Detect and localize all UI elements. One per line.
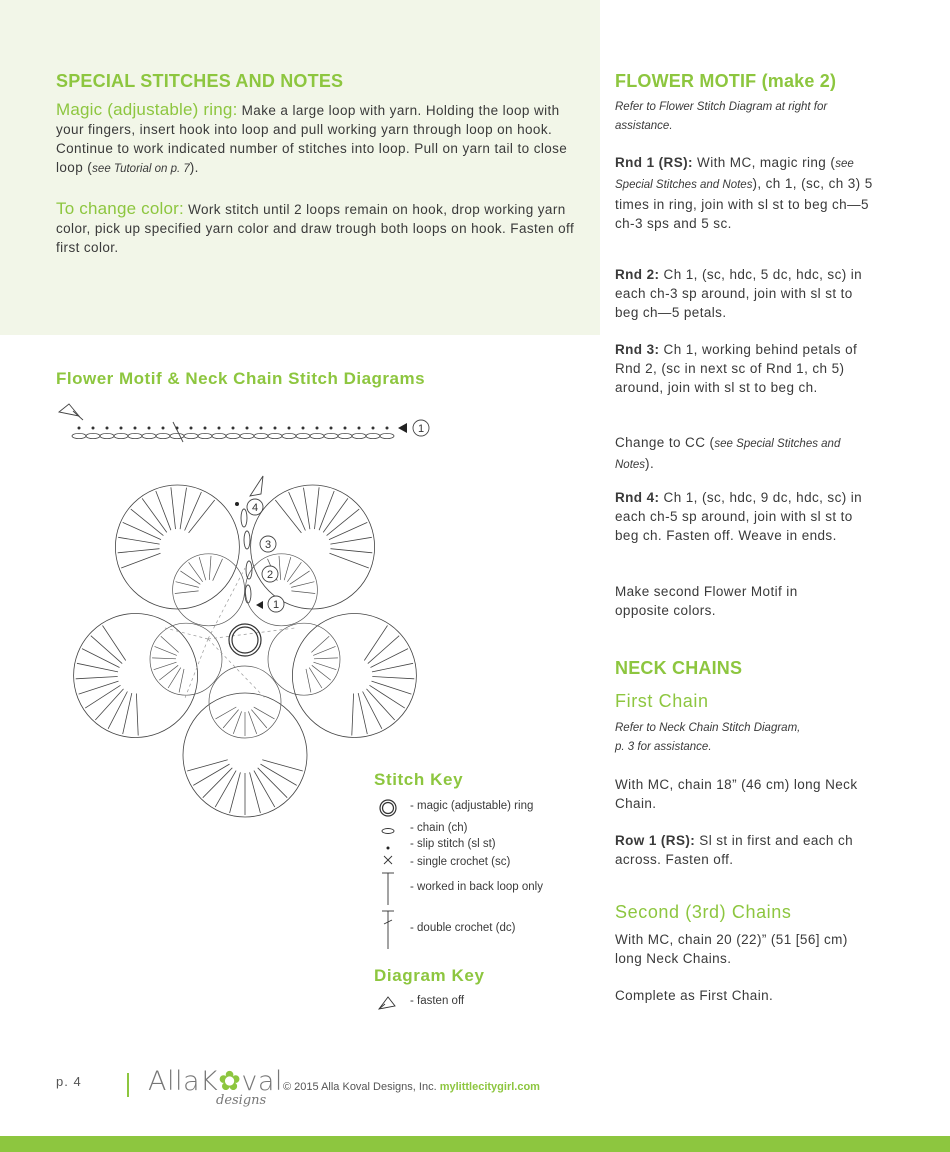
magic-ring-paragraph: Magic (adjustable) ring: Make a large loop with yarn. Holding the loop with your fingers, insert hook into loop and pull working yarn through loop on hook. Continue to work indicated number of stitches into loop. Pull on yarn tail to close loop (see Tutorial on p. 7). [56,100,568,175]
slip-stitch-key-icon [387,847,390,850]
flower-rnd3: Rnd 3: Ch 1, working behind petals of Rnd 2, (sc in next sc of Rnd 1, ch 5) around, join with sl st to beg ch. [615,342,858,395]
change-color-lead: To change color: [56,199,184,218]
magic-ring-symbol [229,624,261,656]
logo: AllaK✿val [148,1066,283,1097]
footer-url-link[interactable]: mylittlecitygirl.com [439,1081,540,1093]
stitch-key-magic-ring: - magic (adjustable) ring [410,800,534,812]
first-chain-note: Refer to Neck Chain Stitch Diagram, p. 3 for assistance. [615,722,801,753]
round-3-label: 3 [264,539,272,551]
flower-second-motif: Make second Flower Motif in opposite colors. [615,584,798,618]
double-crochet-key-icon [382,911,394,949]
diagram-key-fasten-off: - fasten off [410,995,465,1007]
magic-ring-lead: Magic (adjustable) ring: [56,100,238,119]
stitch-key-symbols [376,797,406,952]
complete-text: Complete as First Chain. [615,988,774,1003]
second-chains-text: With MC, chain 20 (22)” (51 [56] cm) long Neck Chains. [615,932,848,966]
stitch-key-slip-stitch: - slip stitch (sl st) [410,838,496,850]
chain-key-icon [382,829,394,834]
flower-motif-heading: FLOWER MOTIF (make 2) [615,71,837,91]
flower-note: Refer to Flower Stitch Diagram at right for assistance. [615,101,828,132]
stitch-key-back-loop: - worked in back loop only [410,881,543,893]
stitch-key-single-crochet: - single crochet (sc) [410,856,511,868]
page-number: p. 4 [56,1074,82,1089]
neck-chain-diagram [55,398,435,448]
round-1-label: 1 [272,599,280,611]
logo-subtitle: designs [216,1093,267,1108]
stitch-key-double-crochet: - double crochet (dc) [410,922,516,934]
flower-rnd2: Rnd 2: Ch 1, (sc, hdc, 5 dc, hdc, sc) in each ch-3 sp around, join with sl st to beg ch—5 petals. [615,267,863,320]
first-chain-title: First Chain [615,691,709,711]
start-arrow-icon [398,423,407,433]
footer-divider [127,1073,129,1097]
stitch-key-title: Stitch Key [374,770,464,789]
first-chain-text: With MC, chain 18” (46 cm) long Neck Chain. [615,777,858,811]
second-chains-title: Second (3rd) Chains [615,902,792,922]
single-crochet-key-icon [384,856,392,864]
chain-round-number: 1 [417,423,425,435]
round-4-label: 4 [251,502,259,514]
diagram-title: Flower Motif & Neck Chain Stitch Diagrams [56,369,426,388]
diagram-key-title: Diagram Key [374,966,485,985]
stitch-key-chain: - chain (ch) [410,822,468,834]
footer-copyright: © 2015 Alla Koval Designs, Inc. mylittlecitygirl.com [283,1081,540,1093]
back-loop-key-icon [382,873,394,905]
first-chain-row1: Row 1 (RS): Sl st in first and each ch across. Fasten off. [615,833,854,867]
fasten-off-key-icon [376,994,400,1014]
footer-bar [0,1136,950,1152]
neck-chains-heading: NECK CHAINS [615,658,743,678]
flower-fasten-off-icon [250,476,263,496]
flower-rnd4: Rnd 4: Ch 1, (sc, hdc, 9 dc, hdc, sc) in each ch-5 sp around, join with sl st to beg ch. Fasten off. Weave in ends. [615,490,863,543]
flower-rnd1: Rnd 1 (RS): With MC, magic ring (see Special Stitches and Notes), ch 1, (sc, ch 3) 5 times in ring, join with sl st to beg ch—5 ch-3 sps and 5 sc. [615,155,873,231]
round-2-label: 2 [266,569,274,581]
flower-change-color: Change to CC (see Special Stitches and Notes). [615,435,841,471]
change-color-paragraph: To change color: Work stitch until 2 loops remain on hook, drop working yarn color, pick up specified yarn color and draw trough both loops on hook. Fasten off first color. [56,199,575,255]
special-stitches-heading: SPECIAL STITCHES AND NOTES [56,71,344,91]
